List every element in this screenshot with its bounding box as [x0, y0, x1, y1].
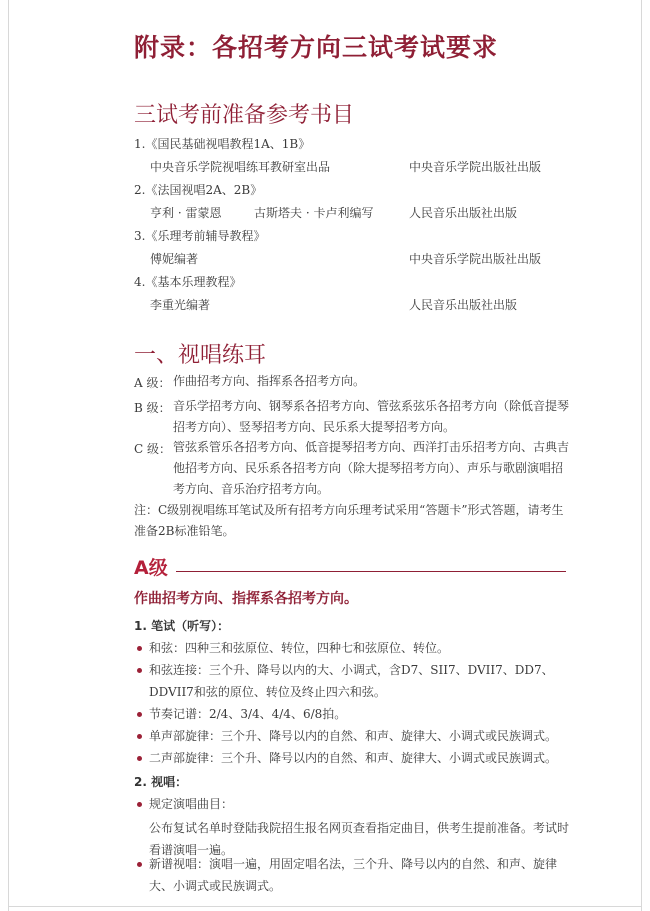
page-border-left	[8, 0, 9, 911]
book-author: 亨利 · 雷蒙恩	[150, 206, 222, 220]
page-border-bottom	[8, 906, 642, 907]
booklist-heading: 三试考前准备参考书目	[134, 103, 355, 128]
book-title: 2.《法国视唱2A、2B》	[134, 183, 263, 197]
list-item: 二声部旋律：三个升、降号以内的自然、和声、旋律大、小调式或民族调式。	[149, 751, 558, 765]
level-label: A 级：	[134, 376, 171, 390]
book-title: 4.《基本乐理教程》	[134, 275, 242, 289]
page-title: 附录：各招考方向三试考试要求	[134, 33, 499, 62]
list-item: 新谱视唱：演唱一遍，用固定唱名法，三个升、降号以内的自然、和声、旋律大、小调式或民族调式。	[149, 857, 558, 893]
heading-rule	[176, 571, 566, 572]
level-a-heading: A级	[134, 557, 168, 579]
exam-note: 注：C级别视唱练耳笔试及所有招考方向乐理考试采用“答题卡”形式答题，请考生准备2B标准铅笔。	[134, 503, 564, 538]
bullet-dot	[137, 712, 142, 717]
bullet-dot	[137, 802, 142, 807]
level-label: C 级：	[134, 442, 171, 456]
section-heading: 一、视唱练耳	[134, 343, 267, 368]
list-item: 节奏记谱：2/4、3/4、4/4、6/8拍。	[149, 707, 347, 721]
part-heading: 1. 笔试（听写）：	[134, 619, 230, 633]
book-publisher: 人民音乐出版社出版	[409, 298, 518, 312]
book-publisher: 中央音乐学院出版社出版	[409, 252, 542, 266]
book-publisher: 中央音乐学院出版社出版	[409, 160, 542, 174]
bullet-dot	[137, 646, 142, 651]
list-item: 和弦：四种三和弦原位、转位，四种七和弦原位、转位。	[149, 641, 450, 655]
book-title: 3.《乐理考前辅导教程》	[134, 229, 266, 243]
book-author: 中央音乐学院视唱练耳教研室出品	[150, 160, 331, 174]
list-item: 和弦连接：三个升、降号以内的大、小调式，含D7、SII7、DVII7、DD7、DDVII7和弦的原位、转位及终止四六和弦。	[149, 663, 554, 699]
list-item: 单声部旋律：三个升、降号以内的自然、和声、旋律大、小调式或民族调式。	[149, 729, 558, 743]
level-text: 音乐学招考方向、钢琴系各招考方向、管弦系弦乐各招考方向（除低音提琴招考方向）、竖琴招考方向、民乐系大提琴招考方向。	[173, 399, 570, 434]
bullet-dot	[137, 862, 142, 867]
level-a-subtitle: 作曲招考方向、指挥系各招考方向。	[134, 591, 358, 607]
level-text: 管弦系管乐各招考方向、低音提琴招考方向、西洋打击乐招考方向、古典吉他招考方向、民乐系各招考方向（除大提琴招考方向）、声乐与歌剧演唱招考方向、音乐治疗招考方向。	[173, 440, 570, 496]
bullet-dot	[137, 734, 142, 739]
level-text: 作曲招考方向、指挥系各招考方向。	[173, 374, 366, 388]
list-item: 规定演唱曲目：	[149, 797, 234, 811]
page-border-right	[641, 0, 642, 911]
paragraph: 公布复试名单时登陆我院招生报名网页查看指定曲目，供考生提前准备。考试时看谱演唱一遍。	[149, 821, 570, 857]
bullet-dot	[137, 756, 142, 761]
book-author-2: 古斯塔夫 · 卡卢利编写	[254, 206, 374, 220]
part-heading: 2. 视唱：	[134, 775, 188, 789]
book-title: 1.《国民基础视唱教程1A、1B》	[134, 137, 311, 151]
book-author: 傅妮编著	[150, 252, 199, 266]
level-label: B 级：	[134, 401, 171, 415]
book-author: 李重光编著	[150, 298, 211, 312]
book-publisher: 人民音乐出版社出版	[409, 206, 518, 220]
bullet-dot	[137, 668, 142, 673]
